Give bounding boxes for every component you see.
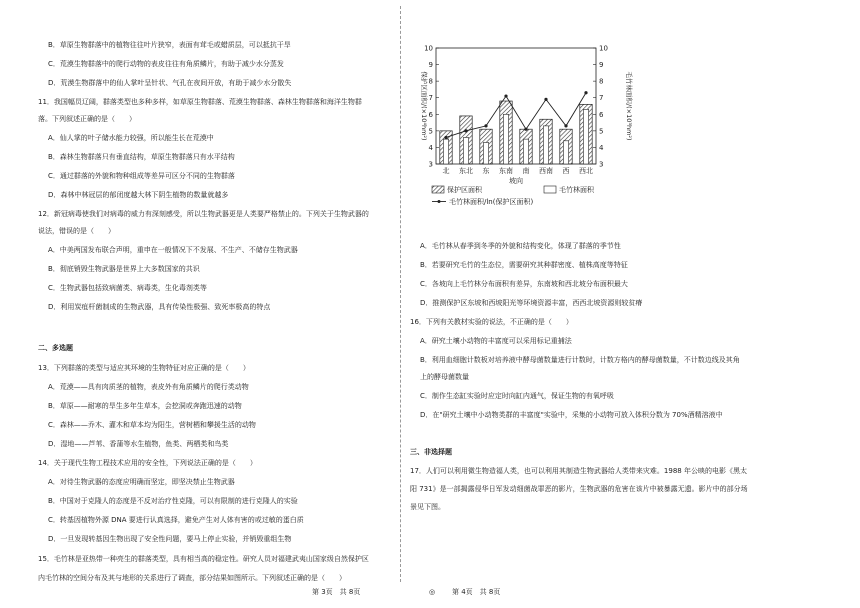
ratio-point	[544, 98, 547, 101]
bar-bamboo-area	[583, 109, 588, 164]
right-tick-label: 7	[599, 94, 604, 103]
option-line: C．制作生态缸实验时应定时向缸内通气，保证生物的有氧呼吸	[420, 392, 614, 400]
question-line: 说法，错误的是（ ）	[38, 227, 115, 235]
x-tick-label: 西北	[579, 167, 593, 175]
right-tick-label: 4	[599, 143, 604, 152]
question-line: 落。下列叙述正确的是（ ）	[38, 115, 136, 123]
ratio-point	[524, 128, 527, 131]
option-line: D．湿地——芦苇、香蒲等水生植物，鱼类、两栖类和鸟类	[48, 440, 229, 448]
left-tick-label: 7	[428, 94, 433, 103]
question-line: 11．我国幅员辽阔，群落类型也多种多样，如草原生物群落、荒漠生物群落、森林生物群落和海洋生物群	[38, 98, 362, 106]
legend-swatch-protected	[432, 186, 444, 193]
ratio-point	[584, 91, 587, 94]
bar-bamboo-area	[543, 126, 548, 164]
left-tick-label: 4	[428, 143, 433, 152]
y-axis-title-left: 保护区面积/(×10⁴hm²)	[420, 71, 428, 141]
question-line: 16．下列有关教材实验的说法，不正确的是（ ）	[410, 318, 573, 326]
right-tick-label: 10	[599, 44, 608, 53]
bar-bamboo-area	[503, 114, 508, 164]
x-tick-label: 东南	[499, 167, 513, 175]
left-tick-label: 9	[428, 61, 433, 70]
option-line: D．在"研究土壤中小动物类群的丰富度"实验中，采集的小动物可放入体积分数为 70%酒精溶液中	[420, 411, 723, 419]
column-divider	[400, 6, 401, 582]
legend-label-ratio: 毛竹林面积/ln(保护区面积)	[449, 198, 534, 206]
question-line: 13．下列群落的类型与适应其环境的生物特征对应正确的是（ ）	[38, 364, 250, 372]
option-line: B．彻底销毁生物武器是世界上大多数国家的共识	[48, 265, 200, 273]
x-tick-label: 东	[482, 167, 490, 175]
bar-bamboo-area	[563, 141, 568, 164]
left-tick-label: 3	[428, 160, 433, 169]
right-tick-label: 6	[599, 110, 604, 119]
ratio-point	[444, 136, 447, 139]
bar-bamboo-area	[523, 139, 528, 164]
right-tick-label: 5	[599, 127, 604, 136]
option-line: A．荒漠——具有肉质茎的植物，表皮外有角质鳞片的爬行类动物	[48, 383, 249, 391]
section-heading: 三、非选择题	[410, 448, 452, 456]
left-tick-label: 6	[428, 110, 433, 119]
left-tick-label: 10	[424, 44, 433, 53]
option-line: C．各坡向上毛竹林分布面积有差异，东南坡和西北坡分布面积最大	[420, 280, 628, 288]
question-line: 阳 731》是一部揭露侵华日军发动细菌战罪恶的影片，生物武器的危害在该片中被暴露无遗。影片中的部分场	[410, 485, 748, 493]
question-line: 15．毛竹林是亚热带一种亮生的群落类型，具有相当高的稳定性。研究人员对福建武夷山国家级自然保护区	[38, 555, 369, 563]
x-axis-title: 坡向	[509, 177, 523, 185]
option-line: D．推测保护区东坡和西坡阳光等环境资源丰富，西西北坡资源则较贫瘠	[420, 299, 643, 307]
bar-bamboo-area	[483, 142, 488, 164]
option-line: B．草原——耐寒的旱生多年生草本，会挖洞或奔跑迅速的动物	[48, 402, 242, 410]
option-line: B．草原生物群落中的植物往往叶片狭窄，表面有茸毛或蜡质层，可以抵抗干旱	[48, 41, 291, 49]
x-tick-label: 南	[522, 167, 530, 175]
question-line: 14．关于现代生物工程技术应用的安全性，下列说法正确的是（ ）	[38, 459, 257, 467]
x-tick-label: 北	[442, 167, 450, 175]
right-tick-label: 3	[599, 160, 604, 169]
section-heading: 二、多选题	[38, 344, 73, 352]
option-line: B．森林生物群落只有垂直结构，草原生物群落只有水平结构	[48, 153, 235, 161]
right-tick-label: 9	[599, 61, 604, 70]
binding-mark: ◎	[429, 588, 436, 596]
option-line: 上的酵母菌数量	[420, 373, 469, 381]
left-tick-label: 5	[428, 127, 433, 136]
option-line: B．利用血细胞计数板对培养液中酵母菌数量进行计数时，计数方格内的酵母菌数量，不计数边线及其角	[420, 356, 740, 364]
option-line: D．森林中林冠层的郁闭度越大林下阴生植物的数量就越多	[48, 191, 229, 199]
question-line: 景见下图。	[410, 503, 445, 511]
option-line: D．荒漠生物群落中的仙人掌叶呈针状、气孔在夜间开放，有助于减少水分散失	[48, 79, 292, 87]
question-line: 17．人们可以利用微生物造福人类，也可以利用其制造生物武器给人类带来灾难。1988 年公映的电影《黑太	[410, 467, 747, 475]
question-line: 12．新冠病毒使我们对病毒的威力有深刻感受，所以生物武器更是人类要严格禁止的。下列关于生物武器的	[38, 210, 369, 218]
question-line: 内毛竹林的空间分布及其与地形的关系进行了调查，部分结果如图所示。下列叙述正确的是（ ）	[38, 574, 346, 582]
bar-bamboo-area	[463, 137, 468, 164]
bar-bamboo-area	[443, 139, 448, 164]
legend-swatch-ratio-dot	[438, 200, 441, 203]
option-line: C．荒漠生物群落中的爬行动物的表皮往往有角质鳞片，有助于减少水分蒸发	[48, 60, 284, 68]
right-tick-label: 8	[599, 77, 604, 86]
option-line: D．一旦发现转基因生物出现了安全性问题，要马上停止实验，并销毁重组生物	[48, 535, 292, 543]
x-tick-label: 西南	[539, 167, 553, 175]
page-number-left: 第 3页 共 8页	[312, 588, 361, 596]
option-line: A．中美两国发布联合声明，重申在一般情况下不发展、不生产、不储存生物武器	[48, 246, 298, 254]
x-tick-label: 东北	[459, 167, 473, 175]
option-line: C．森林——乔木、灌木和草本均为阳生，营树栖和攀援生活的动物	[48, 421, 256, 429]
option-line: C．转基因植物外源 DNA 要进行认真选择，避免产生对人体有害的或过敏的蛋白质	[48, 516, 304, 524]
option-line: B．若要研究毛竹的生态位，需要研究其种群密度、植株高度等特征	[420, 261, 628, 269]
legend-swatch-bamboo	[544, 186, 556, 193]
option-line: C．通过群落的外貌和物种组成等差异可区分不同的生物群落	[48, 172, 235, 180]
option-line: B．中国对于克隆人的态度是不反对治疗性克隆，可以有限制的进行克隆人的实验	[48, 497, 298, 505]
option-line: A．毛竹林从春季到冬季的外貌和结构变化，体现了群落的季节性	[420, 242, 621, 250]
option-line: C．生物武器包括致病菌类、病毒类，生化毒剂类等	[48, 284, 207, 292]
ratio-point	[484, 124, 487, 127]
ratio-point	[564, 124, 567, 127]
ratio-point	[464, 129, 467, 132]
y-axis-title-right: 毛竹林面积/(×10³hm²)	[625, 71, 633, 141]
page-number-right: 第 4页 共 8页	[452, 588, 501, 596]
left-tick-label: 8	[428, 77, 433, 86]
legend-label-bamboo: 毛竹林面积	[559, 186, 594, 194]
option-line: A．研究土壤小动物的丰富度可以采用标记重捕法	[420, 337, 572, 345]
option-line: A．仙人掌的叶子储水能力较强，所以能生长在荒漠中	[48, 134, 214, 142]
x-tick-label: 西	[562, 167, 570, 175]
option-line: D．利用炭疽杆菌制成的生物武器，具有传染性极强、致死率极高的特点	[48, 303, 271, 311]
legend-label-protected: 保护区面积	[447, 186, 482, 194]
slope-area-chart	[414, 36, 634, 238]
ratio-point	[504, 94, 507, 97]
option-line: A．对待生物武器的态度应明确而坚定，即坚决禁止生物武器	[48, 478, 235, 486]
